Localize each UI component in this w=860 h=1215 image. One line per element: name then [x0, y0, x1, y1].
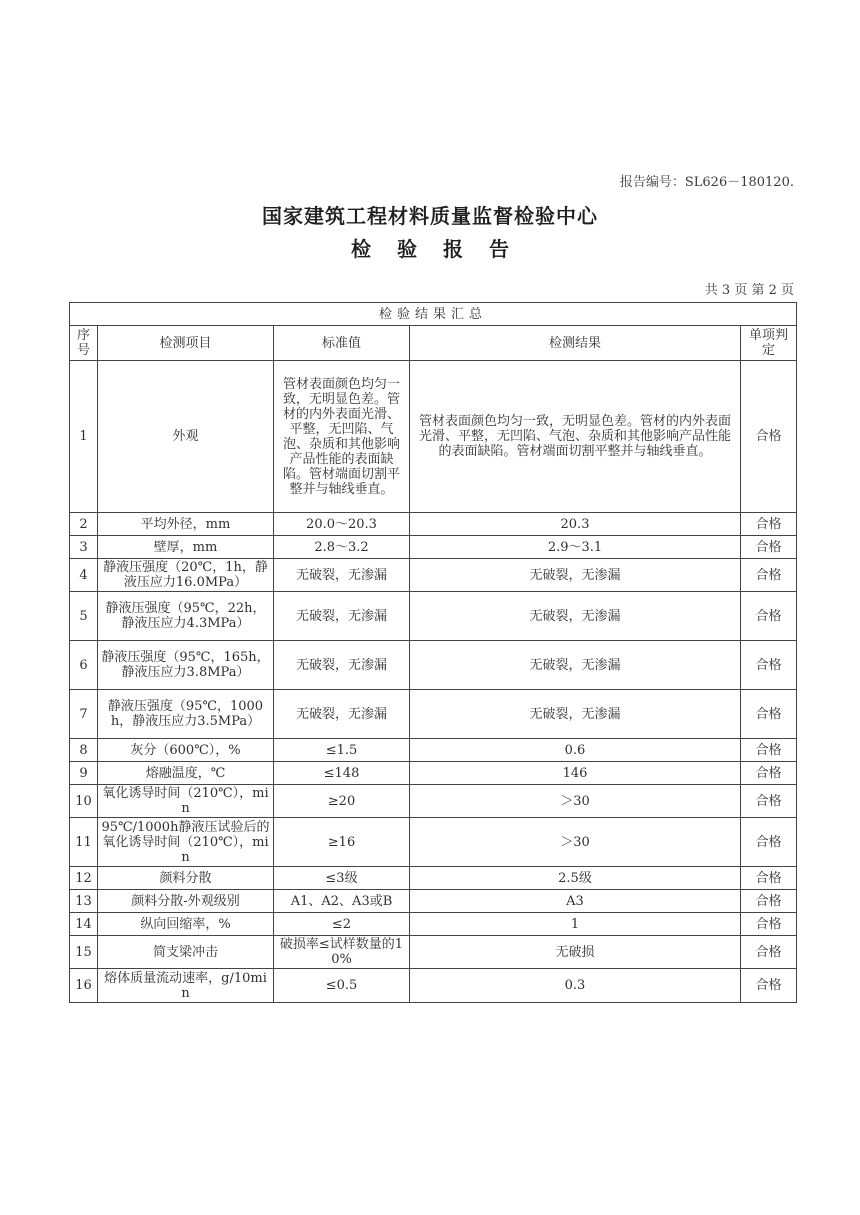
row-result: 0.3	[410, 969, 741, 1003]
row-number: 3	[70, 536, 98, 559]
table-caption: 检验结果汇总	[70, 303, 797, 326]
row-number: 9	[70, 762, 98, 785]
table-row	[70, 592, 797, 641]
row-item: 壁厚，mm	[98, 536, 274, 559]
row-result: ＞30	[410, 785, 741, 818]
row-number: 4	[70, 559, 98, 592]
table-row	[70, 513, 797, 536]
table-row	[70, 762, 797, 785]
row-result: 2.5级	[410, 867, 741, 890]
row-standard: 2.8～3.2	[274, 536, 410, 559]
row-standard: ≤1.5	[274, 739, 410, 762]
row-number: 11	[70, 818, 98, 867]
row-standard: ≤0.5	[274, 969, 410, 1003]
row-standard: ≤148	[274, 762, 410, 785]
row-result: ＞30	[410, 818, 741, 867]
row-judgement: 合格	[741, 936, 797, 969]
row-judgement: 合格	[741, 641, 797, 690]
row-standard: ≤2	[274, 913, 410, 936]
row-result: 0.6	[410, 739, 741, 762]
row-item: 颜料分散	[98, 867, 274, 890]
row-item: 灰分（600℃），%	[98, 739, 274, 762]
column-header-judgement: 单项判定	[741, 326, 797, 361]
row-judgement: 合格	[741, 867, 797, 890]
row-standard: ≥20	[274, 785, 410, 818]
row-item: 熔体质量流动速率，g/10min	[98, 969, 274, 1003]
row-number: 7	[70, 690, 98, 739]
row-judgement: 合格	[741, 913, 797, 936]
row-number: 14	[70, 913, 98, 936]
row-judgement: 合格	[741, 536, 797, 559]
row-judgement: 合格	[741, 559, 797, 592]
row-judgement: 合格	[741, 690, 797, 739]
row-result: 无破损	[410, 936, 741, 969]
row-item: 平均外径，mm	[98, 513, 274, 536]
row-item: 氧化诱导时间（210℃），min	[98, 785, 274, 818]
row-item: 熔融温度，℃	[98, 762, 274, 785]
row-number: 8	[70, 739, 98, 762]
row-number: 15	[70, 936, 98, 969]
document-title: 国家建筑工程材料质量监督检验中心	[262, 204, 598, 228]
row-number: 2	[70, 513, 98, 536]
row-number: 6	[70, 641, 98, 690]
table-row	[70, 739, 797, 762]
table-row	[70, 818, 797, 867]
row-standard: 无破裂，无渗漏	[274, 592, 410, 641]
column-header-standard: 标准值	[274, 326, 410, 361]
row-result: 146	[410, 762, 741, 785]
table-row	[70, 867, 797, 890]
column-header-result: 检测结果	[410, 326, 741, 361]
table-row	[70, 936, 797, 969]
table-body	[70, 361, 797, 1003]
table-row	[70, 641, 797, 690]
row-standard: ≤3级	[274, 867, 410, 890]
row-result: 无破裂，无渗漏	[410, 559, 741, 592]
table-caption-row	[70, 303, 797, 326]
row-item: 静液压强度（95℃，1000h，静液压应力3.5MPa）	[98, 690, 274, 739]
table-header-row	[70, 326, 797, 361]
report-number: 报告编号：SL626－180120.	[619, 175, 794, 190]
table-row	[70, 690, 797, 739]
row-standard: 无破裂，无渗漏	[274, 641, 410, 690]
column-header-item: 检测项目	[98, 326, 274, 361]
row-judgement: 合格	[741, 969, 797, 1003]
table-row	[70, 536, 797, 559]
row-result: 管材表面颜色均匀一致，无明显色差。管材的内外表面光滑、平整，无凹陷、气泡、杂质和其他影响产品性能的表面缺陷。管材端面切割平整并与轴线垂直。	[410, 361, 741, 513]
row-result: 20.3	[410, 513, 741, 536]
row-item: 静液压强度（20℃，1h，静液压应力16.0MPa）	[98, 559, 274, 592]
row-item: 纵向回缩率，%	[98, 913, 274, 936]
row-item: 静液压强度（95℃，165h，静液压应力3.8MPa）	[98, 641, 274, 690]
row-standard: 无破裂，无渗漏	[274, 559, 410, 592]
page-info: 共 3 页 第 2 页	[704, 283, 794, 298]
row-result: 无破裂，无渗漏	[410, 592, 741, 641]
table-row	[70, 969, 797, 1003]
row-item: 95℃/1000h静液压试验后的氧化诱导时间（210℃），min	[98, 818, 274, 867]
row-result: 2.9～3.1	[410, 536, 741, 559]
row-judgement: 合格	[741, 762, 797, 785]
row-number: 1	[70, 361, 98, 513]
table-row	[70, 890, 797, 913]
table-row	[70, 913, 797, 936]
row-item: 简支梁冲击	[98, 936, 274, 969]
row-standard: 破损率≤试样数量的10%	[274, 936, 410, 969]
row-number: 10	[70, 785, 98, 818]
table-row	[70, 559, 797, 592]
row-standard: 无破裂，无渗漏	[274, 690, 410, 739]
row-judgement: 合格	[741, 739, 797, 762]
column-header-no: 序号	[70, 326, 98, 361]
row-judgement: 合格	[741, 785, 797, 818]
results-table	[69, 302, 797, 1003]
row-standard: 管材表面颜色均匀一致，无明显色差。管材的内外表面光滑、平整，无凹陷、气泡、杂质和其他影响产品性能的表面缺陷。管材端面切割平整并与轴线垂直。	[274, 361, 410, 513]
row-item: 颜料分散-外观级别	[98, 890, 274, 913]
row-judgement: 合格	[741, 818, 797, 867]
row-item: 外观	[98, 361, 274, 513]
document-subtitle: 检验报告	[351, 237, 535, 261]
row-number: 5	[70, 592, 98, 641]
row-judgement: 合格	[741, 592, 797, 641]
row-result: 1	[410, 913, 741, 936]
row-judgement: 合格	[741, 890, 797, 913]
row-judgement: 合格	[741, 361, 797, 513]
row-standard: A1、A2、A3或B	[274, 890, 410, 913]
row-result: A3	[410, 890, 741, 913]
row-standard: 20.0～20.3	[274, 513, 410, 536]
table-row	[70, 361, 797, 513]
row-result: 无破裂，无渗漏	[410, 641, 741, 690]
row-item: 静液压强度（95℃，22h，静液压应力4.3MPa）	[98, 592, 274, 641]
row-standard: ≥16	[274, 818, 410, 867]
row-judgement: 合格	[741, 513, 797, 536]
row-result: 无破裂，无渗漏	[410, 690, 741, 739]
table-row	[70, 785, 797, 818]
row-number: 13	[70, 890, 98, 913]
row-number: 16	[70, 969, 98, 1003]
row-number: 12	[70, 867, 98, 890]
